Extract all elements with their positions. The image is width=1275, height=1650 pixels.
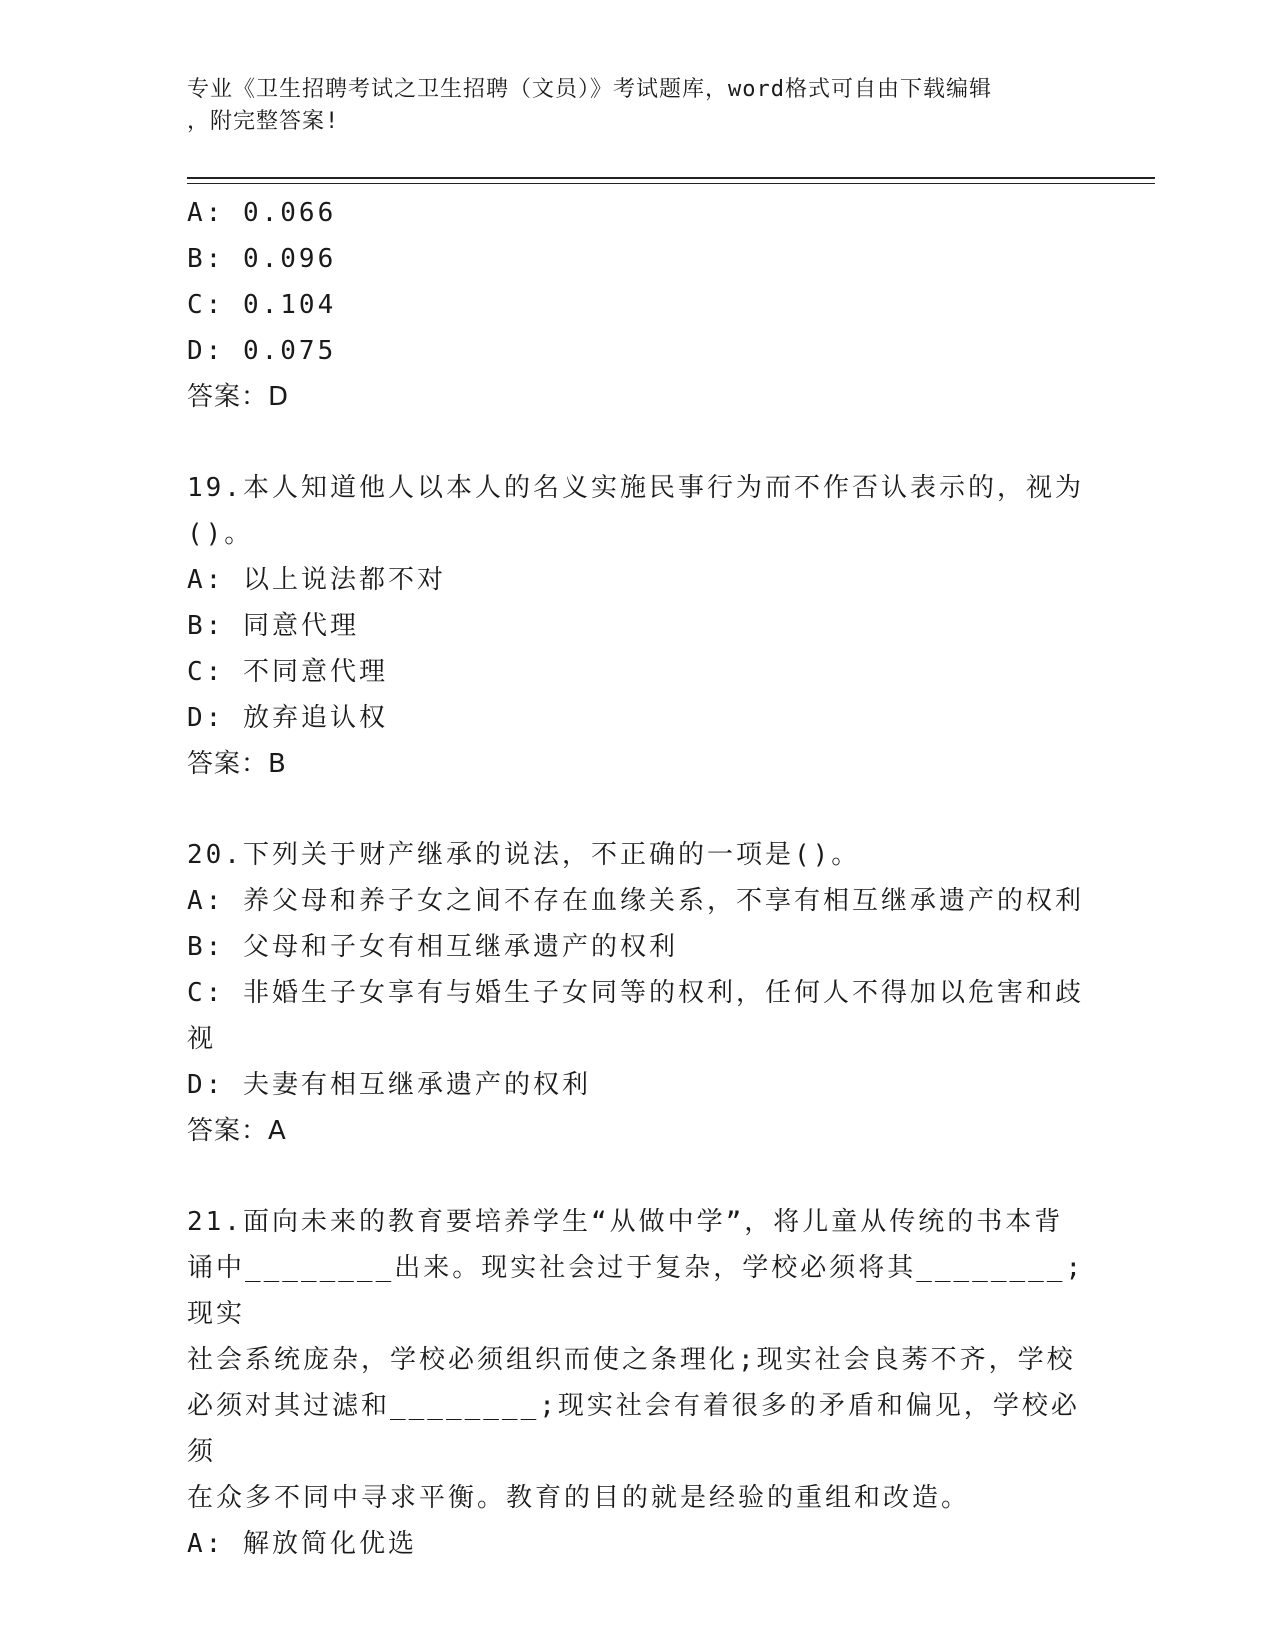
header-rule-thick <box>187 177 1155 179</box>
question-20 <box>187 832 1087 1154</box>
question-21 <box>187 1199 1087 1567</box>
option-d: D: 放弃追认权 <box>187 703 388 733</box>
option-d: D: 夫妻有相互继承遗产的权利 <box>187 1070 591 1100</box>
question-stem-line-4: 必须对其过滤和________;现实社会有着很多的矛盾和偏见，学校必须 <box>187 1391 1080 1467</box>
option-c: C: 不同意代理 <box>187 657 388 687</box>
document-header <box>187 74 1067 138</box>
option-c-cont: 视 <box>187 1024 217 1054</box>
option-b: B: 同意代理 <box>187 611 359 641</box>
option-a: A: 以上说法都不对 <box>187 565 446 595</box>
option-a: A: 养父母和养子女之间不存在血缘关系，不享有相互继承遗产的权利 <box>187 886 1084 916</box>
question-stem-line-1: 21.面向未来的教育要培养学生“从做中学”，将儿童从传统的书本背 <box>187 1207 1064 1237</box>
question-stem: 19.本人知道他人以本人的名义实施民事行为而不作否认表示的，视为 <box>187 473 1084 503</box>
option-a: A: 解放简化优选 <box>187 1529 417 1559</box>
question-stem-line-3: 社会系统庞杂，学校必须组织而使之条理化;现实社会良莠不齐，学校 <box>187 1345 1076 1375</box>
question-stem-line-2: 诵中________出来。现实社会过于复杂，学校必须将其________;现实 <box>187 1253 1085 1329</box>
question-stem: 20.下列关于财产继承的说法，不正确的一项是()。 <box>187 840 861 870</box>
question-18 <box>187 190 1087 420</box>
option-a: A: 0.066 <box>187 198 337 228</box>
option-b: B: 0.096 <box>187 244 337 274</box>
header-line-1: 专业《卫生招聘考试之卫生招聘（文员）》考试题库，word格式可自由下载编辑 <box>187 77 992 102</box>
question-stem-line-5: 在众多不同中寻求平衡。教育的目的就是经验的重组和改造。 <box>187 1483 971 1513</box>
option-c: C: 0.104 <box>187 290 337 320</box>
question-list <box>187 190 1087 1567</box>
answer: 答案：D <box>187 382 290 412</box>
question-stem-cont: ()。 <box>187 519 254 549</box>
question-19 <box>187 465 1087 787</box>
header-line-2: ，附完整答案! <box>187 109 340 134</box>
answer: 答案：A <box>187 1116 287 1146</box>
answer: 答案：B <box>187 749 287 779</box>
option-d: D: 0.075 <box>187 336 337 366</box>
option-b: B: 父母和子女有相互继承遗产的权利 <box>187 932 678 962</box>
option-c: C: 非婚生子女享有与婚生子女同等的权利，任何人不得加以危害和歧 <box>187 978 1084 1008</box>
header-rule-thin <box>187 183 1155 184</box>
